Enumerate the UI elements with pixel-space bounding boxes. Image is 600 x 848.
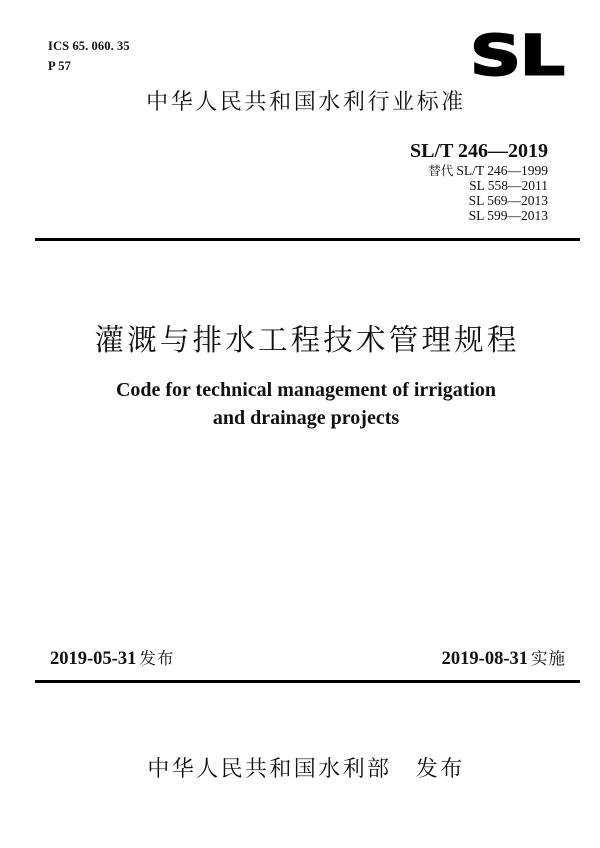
replaced-standard: SL/T 246—1999 (456, 163, 548, 178)
replaced-standard: SL 558—2011 (469, 178, 548, 193)
standard-type-header: 中华人民共和国水利行业标准 (146, 90, 466, 115)
implementation-date (442, 646, 566, 672)
replaces-prefix: 替代 (428, 163, 454, 178)
english-title-line-1: Code for technical management of irrigation (115, 379, 497, 401)
ccs-code: P 57 (48, 59, 71, 73)
classification-codes (48, 36, 130, 76)
standard-number-block (410, 139, 548, 223)
publisher: 中华人民共和国水利部 发布 (147, 757, 465, 782)
document-title-english (0, 376, 600, 432)
replaces-line-1 (410, 163, 548, 178)
english-title-line-2: and drainage projects (212, 407, 400, 429)
issue-date-value: 2019-05-31 (50, 649, 137, 669)
replaced-standard: SL 599—2013 (468, 208, 548, 223)
bottom-divider (35, 680, 580, 683)
implementation-label: 实施 (531, 649, 566, 668)
issue-date (50, 646, 174, 672)
ics-code: ICS 65. 060. 35 (48, 39, 130, 53)
sl-logo: SL (470, 23, 564, 89)
issue-label: 发布 (139, 649, 175, 668)
replaced-standard: SL 569—2013 (468, 193, 548, 208)
standard-number: SL/T 246—2019 (410, 140, 548, 162)
document-title-chinese: 灌溉与排水工程技术管理规程 (94, 323, 520, 357)
top-divider (35, 238, 580, 241)
implementation-date-value: 2019-08-31 (441, 649, 528, 669)
